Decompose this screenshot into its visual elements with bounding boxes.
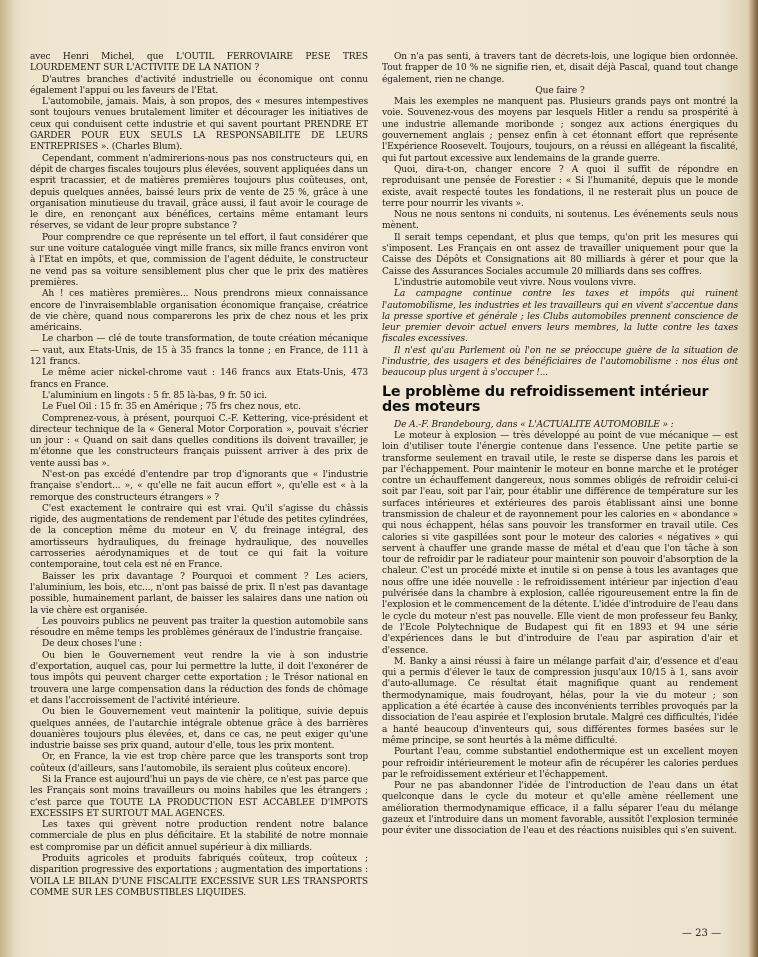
right-intro-paragraph: On n'a pas senti, à travers tant de décrets-lois, une logique bien ordonnée. Tout frapper de 10 % ne signifie rien, et, disait déjà Pascal, quand tout change également, rien ne change. <box>382 52 738 85</box>
left-column-paragraph: Le charbon — clé de toute transformation, de toute création mécanique — vaut, aux Etats-Unis, de 15 à 35 francs la tonne ; en France, de 111 à 121 francs. <box>30 334 368 368</box>
article-body-paragraph: Pourtant l'eau, comme substantiel endothermique est un excellent moyen pour refroidir intérieurement le moteur afin de récupérer les calories perdues par le refroidissement extérieur et l'échappement. <box>382 747 738 780</box>
left-column-paragraph: Or, en France, la vie est trop chère parce que les transports sont trop coûteux (d'ailleurs, sans l'automobile, ils seraient plus coûteux encore). <box>30 752 368 774</box>
left-column-paragraph: Comprenez-vous, à présent, pourquoi C.-F. Kettering, vice-président et directeur technique de la « General Motor Corporation », pouvait s'écrier un jour : « Quand on sait dans quelles conditions ils doivent travailler, je m'étonne que les constructeurs français puissent arriver à des prix de vente aussi bas ». <box>30 413 368 469</box>
article-body-paragraph: Le moteur à explosion — très développé au point de vue mécanique — est loin d'utiliser toute l'énergie contenue dans l'essence. Une petite partie se transforme seulement en travail utile, le reste se disperse dans les parois et par l'échappement. Pour maintenir le moteur en bonne marche et le protéger contre un échauffement dangereux, nous sommes obligés de refroidir celui-ci soit par l'eau, soit par l'air, pour établir une différence de température sur les surfaces intérieures et extérieures des parois établissant ainsi une bonne transmission de chaleur et de rayonnement pour les calories en « abondance » qui nous échappent, hélas sans pouvoir les transformer en travail utile. Ces calories si vite gaspillées sont pour le moteur des calories « négatives » qui servent à chauffer une grande masse de métal et d'eau que l'on tâche à son tour de refroidir par le radiateur pour maintenir son pouvoir d'absorption de la chaleur. C'est un procédé mixte et inutile si on pense à tous les avantages que nous offre une idée nouvelle : le refroidissement intérieur par injection d'eau pulvérisée dans la chambre à explosion, callée rigoureusement entre la fin de l'explosion et le commencement de la détente. L'idée d'introduire de l'eau dans le cycle du moteur n'est pas nouvelle. Elle vient de mon professeur feu Banky, de l'Ecole Polytechnique de Budapest qui fit en 1893 et 94 une série d'expériences dans le but d'introduire de l'eau par aspiration d'air et d'essence. <box>382 430 738 656</box>
article-body <box>382 431 738 838</box>
left-column-paragraph: De deux choses l'une : <box>42 639 142 650</box>
left-column-paragraph: L'aluminium en lingots : 5 fr. 85 là-bas, 9 fr. 50 ici. <box>42 390 268 401</box>
right-intro-paragraph: Mais les exemples ne manquent pas. Plusieurs grands pays ont montré la voie. Souvenez-vous des moyens par lesquels Hitler a rendu sa prospérité à une industrie allemande moribonde ; songez aux actions énergiques du gouvernement anglais ; pensez enfin à cet étonnant effort que représente l'Expérience Roosevelt. Toujours, toujours, on a réussi en allégeant la fiscalité, qui fut partout excessive aux lendemains de la grande guerre. <box>382 97 738 164</box>
article-byline: De A.-F. Brandebourg, dans « L'ACTUALITE AUTOMOBILE » : <box>394 419 674 430</box>
right-intro-paragraph: Que faire ? <box>535 85 585 96</box>
left-column-paragraph: C'est exactement le contraire qui est vrai. Qu'il s'agisse du châssis rigide, des augmentations de rendement par l'étude des petites cylindrées, de la conception même du moteur en V, du freinage intégral, des amortisseurs hydrauliques, du freinage hydraulique, des nouvelles carrosseries aérodynamiques et de tout ce qui fait la voiture contemporaine, tout cela est né en France. <box>30 503 368 571</box>
right-intro-paragraph: Il n'est qu'au Parlement où l'on ne se préoccupe guère de la situation de l'industrie, des usagers et des bénéficiaires de l'automobilisme : nos élus ont beaucoup plus urgent à s'occuper !... <box>382 345 738 379</box>
right-column <box>382 52 738 942</box>
left-column-paragraph: Les pouvoirs publics ne peuvent pas traiter la question automobile sans résoudre en même temps les problèmes généraux de l'industrie française. <box>30 616 368 639</box>
left-column-paragraph: Si la France est aujourd'hui un pays de vie chère, ce n'est pas parce que les Français sont moins travailleurs ou moins habiles que les étrangers ; c'est parce que TOUTE LA PRODUCTION EST ACCABLEE D'IMPOTS EXCESSIFS ET SURTOUT MAL AGENCES. <box>30 775 368 819</box>
left-column-paragraph: L'automobile, jamais. Mais, à son propos, des « mesures intempestives sont toujours venues brutalement limiter et décourager les initiatives de ceux qui conduisent cette industrie et qui savent pourtant PRENDRE ET GARDER POUR EUX SEULS LA RESPONSABILITE DE LEURS ENTREPRISES ». (Charles Blum). <box>30 97 368 153</box>
right-intro-paragraph: Nous ne nous sentons ni conduits, ni soutenus. Les événements seuls nous mènent. <box>382 210 738 232</box>
article-body-paragraph: M. Banky a ainsi réussi à faire un mélange parfait d'air, d'essence et d'eau qui a permis d'élever le taux de compression jusqu'aux 10/15 à 1, sans avoir d'auto-allumage. Ce résultat était magnifique quant au rendement thermodynamique, mais foudroyant, hélas, pour la vie du moteur ; son application a été écartée à cause des inconvénients terribles provoqués par la dissociation de l'eau aspirée et l'explosion brutale. Malgré ces difficultés, l'idée a hanté beaucoup d'inventeurs qui, sous différentes formes basées sur le même principe, se sont heurtés à la même difficulté. <box>382 656 738 746</box>
right-intro-paragraph: Quoi, dira-t-on, changer encore ? A quoi il suffit de répondre en reproduisant une pensée de Forestier : « Si l'humanité, depuis que le monde existe, avait respecté toutes les fondations, il ne resterait plus un pouce de terre pour nourrir les vivants ». <box>382 164 738 209</box>
right-intro-paragraph: L'industrie automobile veut vivre. Nous voulons vivre. <box>394 277 637 288</box>
left-column-paragraph: Ou bien le Gouvernement veut rendre la vie à son industrie d'exportation, auquel cas, pour lui permettre la lutte, il doit l'exonérer de tous impôts qui peuvent charger cette exportation ; le Trésor national en trouvera une large compensation dans la réduction des fonds de chômage et dans l'accroissement de l'activité intérieure. <box>30 650 368 706</box>
left-column-paragraph: Baisser les prix davantage ? Pourquoi et comment ? Les aciers, l'aluminium, les bois, etc..., n'ont pas baissé de prix. Il n'est pas davantage possible, humainement parlant, de baisser les salaires dans une nation où la vie chère est organisée. <box>30 571 368 616</box>
section-title: Le problème du refroidissement intérieur des moteurs <box>382 383 709 416</box>
right-intro-paragraph: Il serait temps cependant, et plus que temps, qu'on prit les mesures qui s'imposent. Les Français en ont assez de travailler uniquement pour que la Caisse des Dépôts et Consignations ait 80 milliards à gérer et pour que la Caisse des Assurances Sociales accumule 20 milliards dans ses coffres. <box>382 232 738 277</box>
left-column-paragraph: Les taxes qui grèvent notre production rendent notre balance commerciale de plus en plus déficitaire. Et la stabilité de notre monnaie est compromise par un déficit annuel supérieur à dix milliards. <box>30 820 368 853</box>
page-number: — 23 — <box>682 928 722 939</box>
right-intro-paragraph: La campagne continue contre les taxes et impôts qui ruinent l'automobilisme, les industries et les travailleurs qui en vivent s'accentue dans la presse sportive et générale ; les Clubs automobiles prennent conscience de leur premier devoir actuel envers leurs membres, la lutte contre les taxes fiscales excessives. <box>382 289 738 345</box>
left-column-paragraph: Ah ! ces matières premières... Nous prendrons mieux connaissance encore de l'invraisemblable organisation économique française, créatrice de vie chère, quand nous comparerons les prix de chez nous et les prix américains. <box>30 289 368 334</box>
left-column-paragraph: D'autres branches d'activité industrielle ou économique ont connu également l'appui ou les faveurs de l'Etat. <box>30 74 368 96</box>
left-column-paragraph: N'est-on pas excédé d'entendre par trop d'ignorants que « l'industrie française s'endort... », « qu'elle ne fait aucun effort », qu'elle est « à la remorque des constructeurs étrangers » ? <box>30 469 368 503</box>
page-edge <box>748 0 758 957</box>
left-column-paragraph: Le Fuel Oil : 15 fr. 35 en Amérique ; 75 frs chez nous, etc. <box>42 402 301 413</box>
left-column-paragraph: Le même acier nickel-chrome vaut : 146 francs aux Etats-Unis, 473 francs en France. <box>30 368 368 390</box>
left-column-paragraph: avec Henri Michel, que L'OUTIL FERROVIAIRE PESE TRES LOURDEMENT SUR L'ACTIVITE DE LA NATION ? <box>30 52 368 74</box>
left-column-paragraph: Pour comprendre ce que représente un tel effort, il faut considérer que sur une voiture cataloguée vingt mille francs, six mille francs environ vont à l'Etat en impôts, et que, commission de l'agent déduite, le constructeur ne vend pas sa voiture sensiblement plus cher que le prix des matières premières. <box>30 232 368 288</box>
left-column-paragraph: Ou bien le Gouvernement veut maintenir la politique, suivie depuis quelques années, de l'autarchie intégrale obtenue grâce à des barrières douanières toujours plus élevées, et, dans ce cas, ne peut exiger qu'une industrie baisse ses prix quand, autour d'elle, tous les prix montent. <box>30 707 368 752</box>
left-column <box>30 52 368 942</box>
left-column-paragraph: Produits agricoles et produits fabriqués coûteux, trop coûteux ; disparition progressive des exportations ; augmentation des importations : VOILA LE BILAN D'UNE FISCALITE EXCESSIVE SUR LES TRANSPORTS COMME SUR LES COMBUSTIBLES LIQUIDES. <box>30 854 368 898</box>
page-binding-shadow <box>0 0 22 957</box>
left-column-paragraph: Cependant, comment n'admirerions-nous pas nos constructeurs qui, en dépit de charges fiscales toujours plus élevées, souvent appliquées dans un esprit tracassier, et de matières premières toujours plus coûteuses, ont, depuis quelques années, baissé leurs prix de vente de 25 %, grâce à une organisation minutieuse du travail, grâce aussi, il faut avoir le courage de le dire, en renonçant aux bénéfices, certains même entamant leurs réserves, se vidant de leur propre substance ? <box>30 153 368 232</box>
article-body-paragraph: Pour ne pas abandonner l'idée de l'introduction de l'eau dans un état quelconque dans le cycle du moteur et qu'elle amène réellement une amélioration thermodynamique efficace, il a fallu séparer l'eau du mélange gazeux et l'introduire dans un moment favorable, aussitôt l'explosion terminée pour éviter une dissociation de l'eau et des réactions nuisibles qui s'en suivent. <box>382 781 738 837</box>
right-column-intro <box>382 52 738 380</box>
